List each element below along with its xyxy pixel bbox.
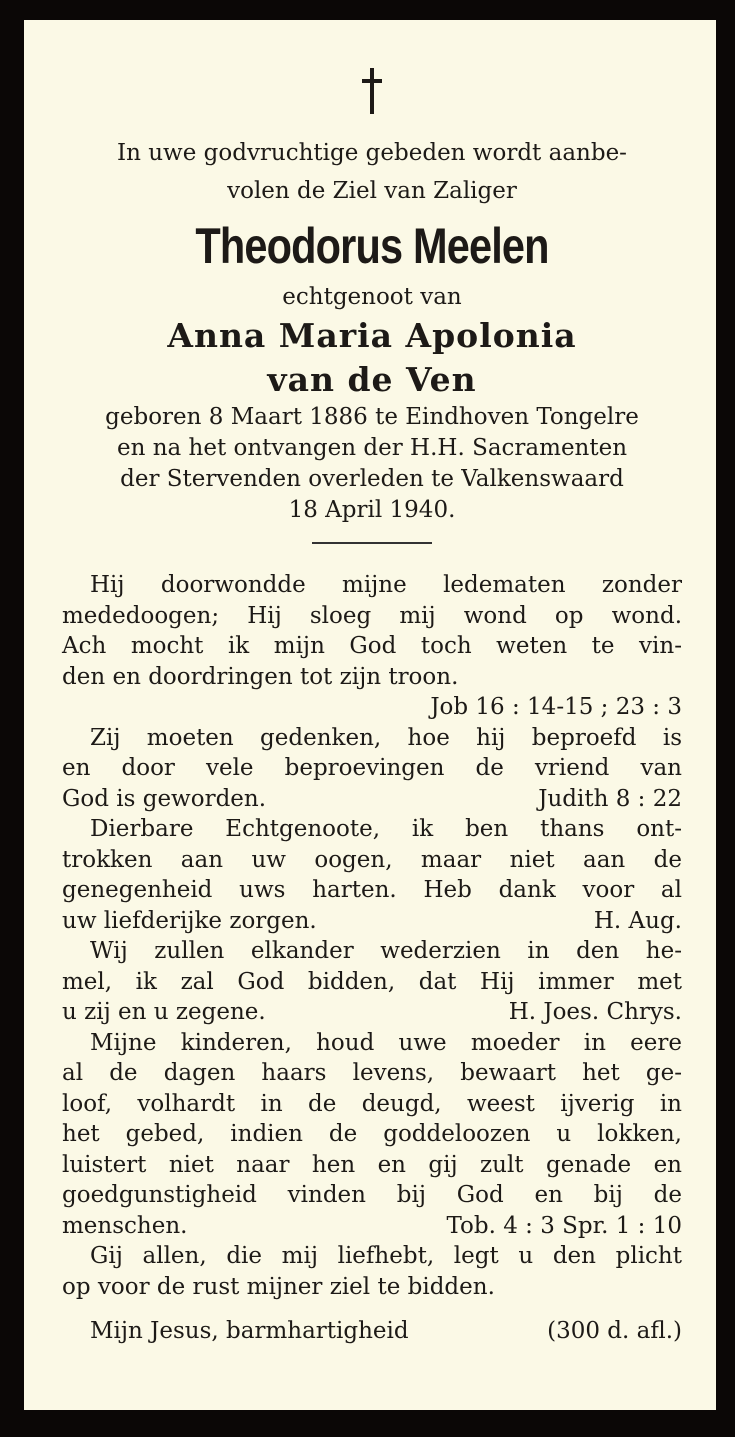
verse-line: en door vele beproevingen de vriend van bbox=[62, 755, 682, 781]
spouse-label: echtgenoot van bbox=[282, 284, 462, 310]
life-facts bbox=[62, 402, 682, 526]
memorial-card bbox=[24, 20, 716, 1410]
verse-reference: Job 16 : 14-15 ; 23 : 3 bbox=[430, 694, 682, 720]
verse-line: uw liefderijke zorgen. bbox=[62, 907, 317, 934]
verse-line: Dierbare Echtgenoote, ik ben thans ont- bbox=[90, 816, 682, 842]
footer-indulgence: (300 d. afl.) bbox=[547, 1318, 682, 1344]
verse-line: trokken aan uw oogen, maar niet aan de bbox=[62, 846, 682, 873]
verse-line: Zij moeten gedenken, hoe hij beproefd is bbox=[90, 724, 682, 751]
verse-line: het gebed, indien de goddeloozen u lokken, bbox=[62, 1121, 682, 1147]
verse-line: Ach mocht ik mijn God toch weten te vin- bbox=[62, 633, 682, 659]
verse-reference: H. Joes. Chrys. bbox=[508, 999, 682, 1025]
divider bbox=[312, 542, 432, 544]
fact-line: geboren 8 Maart 1886 te Eindhoven Tongelre bbox=[105, 404, 639, 430]
verse-line: mededoogen; Hij sloeg mij wond op wond. bbox=[62, 602, 682, 629]
verse-last-line bbox=[62, 906, 682, 937]
verse-line: genegenheid uws harten. Heb dank voor al bbox=[62, 877, 682, 903]
fact-line: 18 April 1940. bbox=[288, 497, 456, 523]
verse-reference: H. Aug. bbox=[593, 907, 682, 934]
spouse-name-line: Anna Maria Apolonia bbox=[167, 316, 577, 355]
verse-line: loof, volhardt in de deugd, weest ijverig in bbox=[62, 1090, 682, 1117]
verse-line: mel, ik zal God bidden, dat Hij immer met bbox=[62, 968, 682, 995]
verses bbox=[62, 570, 682, 1302]
verse-line: Gij allen, die mij liefhebt, legt u den plicht bbox=[90, 1243, 682, 1269]
verse-line: menschen. bbox=[62, 1212, 188, 1239]
intro-line: In uwe godvruchtige gebeden wordt aanbe- bbox=[117, 140, 627, 166]
intro-text bbox=[62, 134, 682, 210]
fact-line: en na het ontvangen der H.H. Sacramenten bbox=[116, 435, 628, 461]
verse-reference: Judith 8 : 22 bbox=[538, 785, 682, 812]
verse-last-line bbox=[62, 1211, 682, 1242]
verse-line: Hij doorwondde mijne ledematen zonder bbox=[90, 572, 682, 598]
verse-line: den en doordringen tot zijn troon. bbox=[62, 663, 459, 690]
verse-line: goedgunstigheid vinden bij God en bij de bbox=[62, 1182, 682, 1208]
verse-line: al de dagen haars levens, bewaart het ge- bbox=[62, 1060, 682, 1086]
cross-icon bbox=[360, 66, 384, 116]
verse-line: u zij en u zegene. bbox=[62, 999, 266, 1025]
verse-reference: Tob. 4 : 3 Spr. 1 : 10 bbox=[446, 1212, 682, 1239]
spouse-name bbox=[62, 314, 682, 402]
verse-line: God is geworden. bbox=[62, 785, 267, 812]
intro-line: volen de Ziel van Zaliger bbox=[227, 178, 517, 204]
verse-last-line bbox=[62, 997, 682, 1028]
verse-line: Mijne kinderen, houd uwe moeder in eere bbox=[90, 1029, 682, 1056]
verse-line: op voor de rust mijner ziel te bidden. bbox=[62, 1273, 495, 1300]
spouse-name-line: van de Ven bbox=[267, 360, 477, 399]
footer bbox=[62, 1314, 682, 1348]
fact-line: der Stervenden overleden te Valkenswaard bbox=[120, 466, 624, 492]
deceased-name: Theodorus Meelen bbox=[195, 218, 549, 274]
verse-line: Wij zullen elkander wederzien in den he- bbox=[90, 938, 682, 964]
verse-line: luistert niet naar hen en gij zult genade en bbox=[62, 1151, 682, 1178]
verse-last-line bbox=[62, 784, 682, 815]
footer-prayer: Mijn Jesus, barmhartigheid bbox=[90, 1318, 409, 1344]
